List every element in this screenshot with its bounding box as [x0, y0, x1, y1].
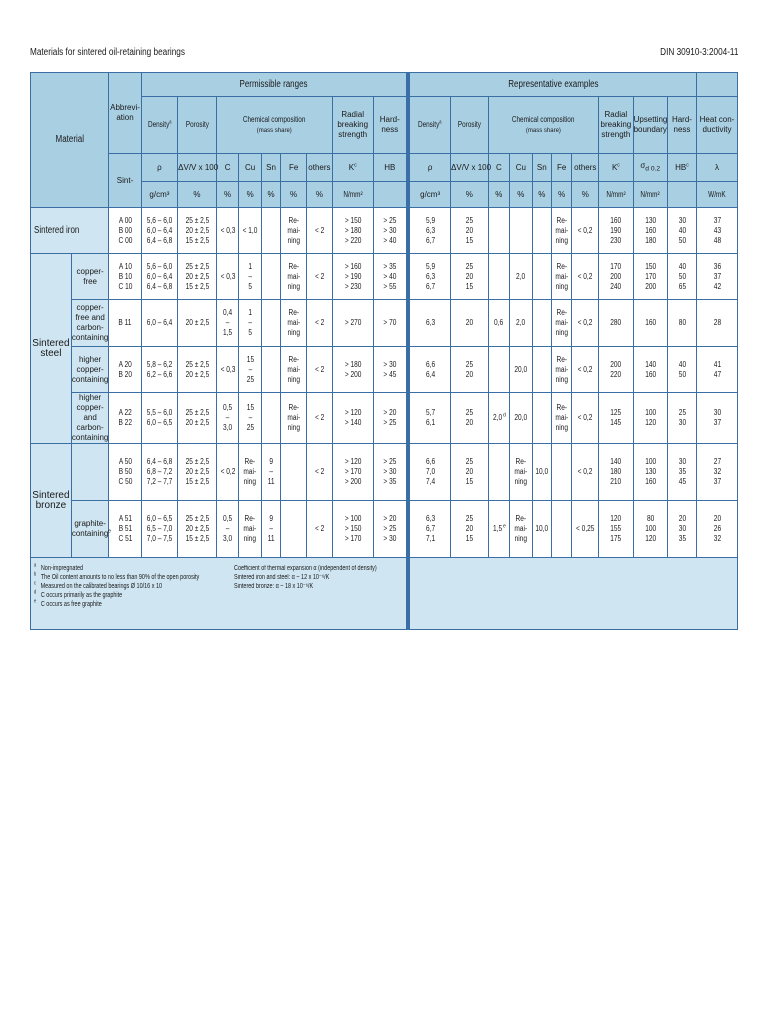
cell-oth: < 2: [307, 444, 333, 501]
cell-oth: < 2: [307, 208, 333, 254]
cell-e-k: 280: [599, 300, 633, 347]
cell-cu: Re- mai- ning: [239, 501, 262, 558]
cell-e-hb: 20 30 35: [667, 501, 696, 558]
cell-k: > 120 > 140: [332, 393, 373, 444]
cell-e-c: [488, 347, 509, 393]
cell-e-cu: 2,0: [510, 254, 533, 300]
table-row: [31, 208, 738, 254]
cell-e-fe: Re- mai- ning: [551, 208, 571, 254]
cell-c: 0,5 – 3,0: [216, 501, 239, 558]
radial-strength-header: Radial breaking strength: [332, 97, 373, 154]
cell-e-rho: 5,7 6,1: [410, 393, 451, 444]
cell-e-sig: 130 160 180: [633, 208, 667, 254]
cell-e-k: 125 145: [599, 393, 633, 444]
cell-e-por: 25 20 15: [451, 254, 489, 300]
group-sintered-steel: Sintered steel: [31, 254, 72, 444]
cell-e-por: 20: [451, 300, 489, 347]
cell-e-k: 200 220: [599, 347, 633, 393]
cell-oth: < 2: [307, 347, 333, 393]
cell-e-k: 160 190 230: [599, 208, 633, 254]
cell-e-fe: Re- mai- ning: [551, 393, 571, 444]
cell-e-hb: 80: [667, 300, 696, 347]
cell-c: 0,5 – 3,0: [216, 393, 239, 444]
cell-e-lam: 36 37 42: [697, 254, 738, 300]
cell-k: > 120 > 170 > 200: [332, 444, 373, 501]
cell-e-cu: [510, 208, 533, 254]
cell-rho: 5,5 – 6,0 6,0 – 6,5: [141, 393, 178, 444]
chemical-composition-header: Chemical composition (mass share): [216, 97, 332, 154]
footnote: $^d$ C occurs primarily as the graphite: [34, 589, 123, 599]
cell-e-lam: 27 32 37: [697, 444, 738, 501]
density-header: Density$^a$: [141, 97, 178, 154]
cell-fe: [281, 501, 307, 558]
cell-e-por: 25 20 15: [451, 501, 489, 558]
cell-e-sig: 140 160: [633, 347, 667, 393]
porosity-header: Porosity: [178, 97, 217, 154]
cell-rho: 6,0 – 6,5 6,5 – 7,0 7,0 – 7,5: [141, 501, 178, 558]
cell-e-oth: < 0,2: [572, 347, 599, 393]
cell-e-cu: Re- mai- ning: [510, 444, 533, 501]
cell-e-cu: 20,0: [510, 393, 533, 444]
cell-e-rho: 6,6 7,0 7,4: [410, 444, 451, 501]
group-sintered-bronze: Sintered bronze: [31, 444, 72, 558]
cell-e-c: 0,6: [488, 300, 509, 347]
cell-e-sn: [532, 393, 551, 444]
footnote: $^a$ Non-impregnated: [34, 562, 84, 572]
cell-c: 0,4 – 1,5: [216, 300, 239, 347]
subgroup-graphite: graphite-containing$^e$: [71, 501, 109, 558]
cell-sn: 9 – 11: [261, 501, 280, 558]
upsetting-header: Upsetting boundary: [633, 97, 667, 154]
cell-hb: > 70: [373, 300, 406, 347]
cell-e-sig: 150 170 200: [633, 254, 667, 300]
thermal-line-2: Sintered bronze: α ~ 18 x 10⁻⁶/K: [234, 583, 314, 590]
cell-e-por: 25 20 15: [451, 444, 489, 501]
cell-fe: Re- mai- ning: [281, 393, 307, 444]
cell-e-oth: < 0,2: [572, 300, 599, 347]
cell-e-c: [488, 254, 509, 300]
cell-hb: > 35 > 40 > 55: [373, 254, 406, 300]
footnotes: [31, 558, 407, 630]
cell-cu: 1 – 5: [239, 254, 262, 300]
cell-e-lam: 37 43 48: [697, 208, 738, 254]
cell-fe: Re- mai- ning: [281, 254, 307, 300]
cell-rho: 6,0 – 6,4: [141, 300, 178, 347]
group-sintered-iron: Sintered iron: [31, 208, 109, 254]
cell-sn: [261, 347, 280, 393]
subgroup-higher-copper: higher copper-containing: [71, 347, 109, 393]
cell-e-oth: < 0,2: [572, 393, 599, 444]
cell-e-rho: 6,6 6,4: [410, 347, 451, 393]
cell-e-fe: [551, 444, 571, 501]
cell-abbr: A 10 B 10 C 10: [109, 254, 141, 300]
cell-e-hb: 40 50 65: [667, 254, 696, 300]
cell-c: < 0,3: [216, 208, 239, 254]
cell-e-c: [488, 444, 509, 501]
document-title: Materials for sintered oil-retaining bearings: [30, 47, 185, 58]
materials-table: Material Abbrevi-ation Permissible ranges Representative examples Density$^a$ Porosity Chemical composition (mass share) Radial breaking strength Hard-ness Density$^a$ Porosity Chemical composition (mass share) Radial breaking strength Upsetting boundary Hard-ness Heat con-ductivity Sint- ρ ΔV/V x 100 C Cu Sn Fe others $K^c$ HB ρ ΔV/V x 100 C Cu Sn Fe others $K^c$ $\sigma_{d 0.2}$ $HB^c$ λ g/cm³ % % % % % % N/mm² g/cm³ % % % % % % N/mm² N/mm² W/mK Sintered iron A 00 B 00 C 00 5,6 – 6,0 6,0 – 6,4 6,4 – 6,8 25 ± 2,5 20 ± 2,5 15 ± 2,5 < 0,3 < 1,0 Re- mai- ning < 2 > 150 > 180 > 220 > 25 > 30 > 40 5,9 6,3 6,7 25 20 15 Re- mai- ning < 0,2 160 190 230 130 160 180 30 40 50 37 43 48 Sintered steel copper-free A 10 B 10 C 10 5,6 – 6,0 6,0 – 6,4 6,4 – 6,8 25 ± 2,5 20 ± 2,5 15 ± 2,5 < 0,3 1 – 5 Re- mai- ning < 2 > 160 > 190 > 230 > 35 > 40 > 55 5,9 6,3 6,7 25 20 15 2,0 Re- mai- ning < 0,2 170 200 240 150 170 200 40 50 65 36 37 42 copper-free and carbon-containing B 11 6,0 – 6,4 20 ± 2,5 0,4 – 1,5 1 – 5 Re- mai- ning < 2 > 270 > 70 6,3 20 0,6 2,0 Re- mai- ning < 0,2 280 160 80 28 higher copper-containing A 20 B 20 5,8 – 6,2 6,2 – 6,6 25 ± 2,5 20 ± 2,5 < 0,3 15 – 25 Re- mai- ning < 2 > 180 > 200 > 30 > 45 6,6 6,4 25 20 20,0 Re- mai- ning < 0,2 200 220 140 160 40 50 41 47 higher copper- and carbon-containing A 22 B 22 5,5 – 6,0 6,0 – 6,5 25 ± 2,5 20 ± 2,5 0,5 – 3,0 15 – 25 Re- mai- ning < 2 > 120 > 140 > 20 > 25 5,7 6,1 25 20 2,0$^d$ 20,0 Re- mai- ning < 0,2 125 145 100 120 25 30 30 37 Sintered bronze A 50 B 50 C 50 6,4 – 6,8 6,8 – 7,2 7,2 – 7,7 25 ± 2,5 20 ± 2,5 15 ± 2,5 < 0,2 Re- mai- ning 9 – 11 < 2 > 120 > 170 > 200 > 25 > 30 > 35 6,6 7,0 7,4 25 20 15 Re- mai- ning 10,0 < 0,2 140 180 210 100 130 160 30 35 45 27 32 37 graphite-containing$^e$ A 51 B 51 C 51 6,0 – 6,5 6,5 – 7,0 7,0 – 7,5 25 ± 2,5 20 ± 2,5 15 ± 2,5 0,5 – 3,0 Re- mai- ning 9 – 11 < 2 > 100 > 150 > 170 > 20 > 25 > 30 6,3 6,7 7,1 25 20 15 1,5e Re- mai- ning 10,0 < 0,25 120 155 175 80 100 120 20 30 35 20 26 32 $^a$ Non-impregnated $^b$ The Oil content amounts to no less than 90% of the open porosity $^c$ Measured on the calibrated bearings Ø 10/16 x 10 $^d$ C occurs primarily as the graphite $^e$ C occurs as free graphite Coefficient of thermal expansion α (independent of density) Sintered iron and steel: α ~ 12 x 10⁻⁶/K Sintered bronze: α ~ 18 x 10⁻⁶/K: [30, 72, 738, 630]
cell-e-rho: 5,9 6,3 6,7: [410, 208, 451, 254]
cell-e-fe: Re- mai- ning: [551, 347, 571, 393]
example-hardness-header: Hard-ness: [667, 97, 696, 154]
cell-e-sn: [532, 300, 551, 347]
cell-por: 25 ± 2,5 20 ± 2,5 15 ± 2,5: [178, 444, 217, 501]
cell-abbr: A 50 B 50 C 50: [109, 444, 141, 501]
cell-fe: Re- mai- ning: [281, 208, 307, 254]
cell-e-cu: Re- mai- ning: [510, 501, 533, 558]
cell-sn: 9 – 11: [261, 444, 280, 501]
cell-k: > 180 > 200: [332, 347, 373, 393]
table-row: [31, 444, 738, 501]
cell-c: < 0,3: [216, 254, 239, 300]
representative-examples-header: Representative examples: [410, 73, 697, 97]
cell-e-oth: < 0,2: [572, 208, 599, 254]
table-row: [31, 300, 738, 347]
material-header: Material: [31, 73, 109, 208]
cell-e-por: 25 20 15: [451, 208, 489, 254]
cell-e-hb: 25 30: [667, 393, 696, 444]
cell-hb: > 30 > 45: [373, 347, 406, 393]
cell-c: < 0,2: [216, 444, 239, 501]
cell-hb: > 20 > 25 > 30: [373, 501, 406, 558]
cell-e-sig: 80 100 120: [633, 501, 667, 558]
cell-e-hb: 40 50: [667, 347, 696, 393]
cell-e-por: 25 20: [451, 347, 489, 393]
cell-e-sig: 100 130 160: [633, 444, 667, 501]
cell-abbr: A 22 B 22: [109, 393, 141, 444]
cell-cu: < 1,0: [239, 208, 262, 254]
cell-abbr: A 00 B 00 C 00: [109, 208, 141, 254]
cell-e-sn: [532, 254, 551, 300]
cell-fe: [281, 444, 307, 501]
cell-e-c: 1,5e: [488, 501, 509, 558]
cell-oth: < 2: [307, 501, 333, 558]
cell-e-por: 25 20: [451, 393, 489, 444]
cell-e-fe: Re- mai- ning: [551, 300, 571, 347]
cell-cu: Re- mai- ning: [239, 444, 262, 501]
subgroup-higher-copper-carbon: higher copper- and carbon-containing: [71, 393, 109, 442]
cell-e-sig: 160: [633, 300, 667, 347]
subgroup-copper-free: copper-free: [71, 254, 109, 300]
cell-e-fe: [551, 501, 571, 558]
cell-e-k: 170 200 240: [599, 254, 633, 300]
abbr-symbol: Sint-: [109, 154, 141, 208]
cell-cu: 1 – 5: [239, 300, 262, 347]
cell-e-rho: 6,3: [410, 300, 451, 347]
cell-abbr: A 20 B 20: [109, 347, 141, 393]
standard-number: DIN 30910-3:2004-11: [659, 47, 738, 58]
cell-e-k: 140 180 210: [599, 444, 633, 501]
cell-rho: 5,6 – 6,0 6,0 – 6,4 6,4 – 6,8: [141, 254, 178, 300]
cell-e-lam: 20 26 32: [697, 501, 738, 558]
cell-sn: [261, 254, 280, 300]
example-radial-header: Radial breaking strength: [599, 97, 633, 154]
heat-conductivity-header: Heat con-ductivity: [697, 97, 738, 154]
footnote: $^c$ Measured on the calibrated bearings Ø 10/16 x 10: [34, 580, 163, 590]
cell-oth: < 2: [307, 254, 333, 300]
cell-fe: Re- mai- ning: [281, 347, 307, 393]
cell-c: < 0,3: [216, 347, 239, 393]
cell-por: 25 ± 2,5 20 ± 2,5: [178, 393, 217, 444]
cell-cu: 15 – 25: [239, 347, 262, 393]
hardness-header: Hard-ness: [373, 97, 406, 154]
cell-e-cu: 2,0: [510, 300, 533, 347]
cell-rho: 5,8 – 6,2 6,2 – 6,6: [141, 347, 178, 393]
permissible-ranges-header: Permissible ranges: [141, 73, 406, 97]
cell-e-lam: 30 37: [697, 393, 738, 444]
cell-por: 20 ± 2,5: [178, 300, 217, 347]
cell-e-oth: < 0,2: [572, 444, 599, 501]
cell-e-fe: Re- mai- ning: [551, 254, 571, 300]
cell-k: > 100 > 150 > 170: [332, 501, 373, 558]
cell-k: > 150 > 180 > 220: [332, 208, 373, 254]
cell-sn: [261, 393, 280, 444]
cell-e-c: [488, 208, 509, 254]
cell-abbr: B 11: [109, 300, 141, 347]
table-row: [31, 393, 738, 444]
subgroup-copper-free-carbon: copper-free and carbon-containing: [71, 300, 109, 347]
example-chemical-header: Chemical composition (mass share): [488, 97, 599, 154]
cell-rho: 5,6 – 6,0 6,0 – 6,4 6,4 – 6,8: [141, 208, 178, 254]
example-porosity-header: Porosity: [451, 97, 489, 154]
cell-k: > 160 > 190 > 230: [332, 254, 373, 300]
cell-e-sn: [532, 347, 551, 393]
cell-por: 25 ± 2,5 20 ± 2,5 15 ± 2,5: [178, 254, 217, 300]
cell-e-hb: 30 40 50: [667, 208, 696, 254]
table-row: [31, 501, 738, 558]
cell-e-hb: 30 35 45: [667, 444, 696, 501]
table-row: [31, 347, 738, 393]
cell-cu: 15 – 25: [239, 393, 262, 444]
cell-e-sig: 100 120: [633, 393, 667, 444]
cell-e-c: 2,0$^d$: [488, 393, 509, 444]
cell-fe: Re- mai- ning: [281, 300, 307, 347]
cell-e-oth: < 0,25: [572, 501, 599, 558]
abbreviation-header: Abbrevi-ation: [109, 73, 141, 154]
cell-e-sn: 10,0: [532, 501, 551, 558]
footnote: $^b$ The Oil content amounts to no less than 90% of the open porosity: [34, 571, 200, 581]
cell-e-oth: < 0,2: [572, 254, 599, 300]
cell-e-sn: [532, 208, 551, 254]
example-density-header: Density$^a$: [410, 97, 451, 154]
cell-e-rho: 6,3 6,7 7,1: [410, 501, 451, 558]
cell-por: 25 ± 2,5 20 ± 2,5: [178, 347, 217, 393]
cell-e-lam: 41 47: [697, 347, 738, 393]
cell-por: 25 ± 2,5 20 ± 2,5 15 ± 2,5: [178, 501, 217, 558]
cell-e-cu: 20,0: [510, 347, 533, 393]
cell-hb: > 25 > 30 > 40: [373, 208, 406, 254]
cell-por: 25 ± 2,5 20 ± 2,5 15 ± 2,5: [178, 208, 217, 254]
cell-sn: [261, 208, 280, 254]
cell-oth: < 2: [307, 393, 333, 444]
table-row: [31, 254, 738, 300]
cell-rho: 6,4 – 6,8 6,8 – 7,2 7,2 – 7,7: [141, 444, 178, 501]
cell-hb: > 20 > 25: [373, 393, 406, 444]
cell-abbr: A 51 B 51 C 51: [109, 501, 141, 558]
cell-e-rho: 5,9 6,3 6,7: [410, 254, 451, 300]
cell-e-sn: 10,0: [532, 444, 551, 501]
thermal-title: Coefficient of thermal expansion α (independent of density): [234, 565, 377, 572]
cell-k: > 270: [332, 300, 373, 347]
footnote: $^e$ C occurs as free graphite: [34, 598, 102, 608]
cell-sn: [261, 300, 280, 347]
thermal-line-1: Sintered iron and steel: α ~ 12 x 10⁻⁶/K: [234, 574, 330, 581]
cell-hb: > 25 > 30 > 35: [373, 444, 406, 501]
cell-e-lam: 28: [697, 300, 738, 347]
cell-e-k: 120 155 175: [599, 501, 633, 558]
cell-oth: < 2: [307, 300, 333, 347]
